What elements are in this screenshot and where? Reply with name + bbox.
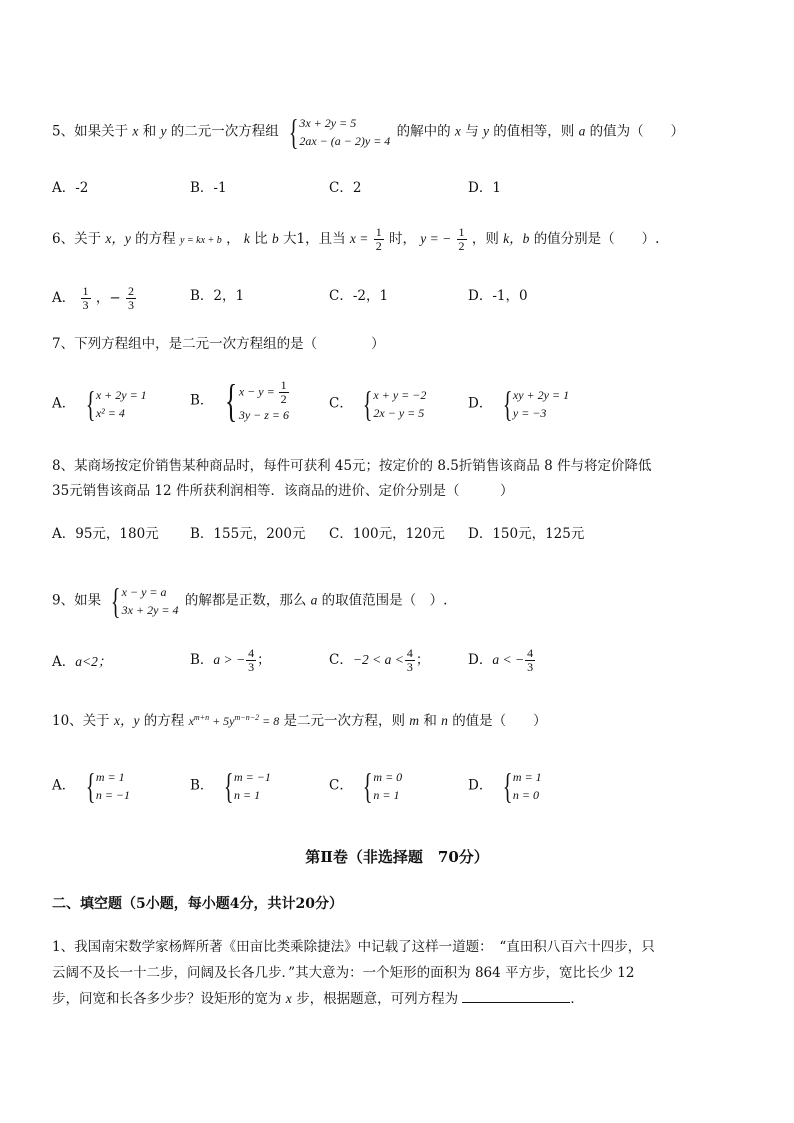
fill1-var-x: x bbox=[285, 991, 292, 1006]
q6-suffix: 的值分别是（ ）. bbox=[533, 231, 660, 247]
q10-prefix: 10、关于 bbox=[52, 713, 110, 729]
q7-b-eq1 bbox=[239, 379, 290, 406]
q5-prefix: 5、如果关于 bbox=[52, 123, 129, 140]
q9-a-label: A． bbox=[52, 654, 76, 670]
q10-option-c[interactable] bbox=[329, 768, 404, 804]
q10-eq-exp1: m+n bbox=[193, 713, 210, 722]
brace-icon: { bbox=[363, 766, 373, 806]
q7-c-system bbox=[359, 386, 426, 422]
q10-d-eq2: n = 0 bbox=[512, 788, 540, 802]
q10-c-system bbox=[359, 768, 402, 804]
q7-d-eq1: xy + 2y = 1 bbox=[512, 388, 570, 402]
q9-c-label: C． bbox=[329, 652, 353, 668]
q10-a-system bbox=[82, 768, 130, 804]
q9-eq2: 3x + 2y = 4 bbox=[121, 603, 179, 617]
q5-option-c[interactable]: C．2 bbox=[329, 180, 362, 196]
q10-a-eq2: n = −1 bbox=[95, 788, 131, 802]
q10-eq-base1: x bbox=[188, 714, 194, 728]
q9-c-den: 3 bbox=[406, 660, 413, 674]
q6-equation: y = kx + b bbox=[179, 235, 222, 246]
q7-c-eq1: x + y = −2 bbox=[373, 388, 427, 402]
q6-mid6: ，则 bbox=[471, 231, 499, 247]
q9-d-frac bbox=[525, 647, 535, 674]
q10-option-b[interactable] bbox=[190, 768, 273, 804]
q5-var-x2: x bbox=[454, 123, 461, 139]
q7-c-label: C． bbox=[329, 395, 353, 412]
q6-mid4: 大1，且当 bbox=[283, 231, 346, 247]
question-8-line1: 8、某商场按定价销售某种商品时，每件可获利 45元；按定价的 8.5折销售该商品 8 件与将定价降低 bbox=[52, 458, 652, 474]
q6-x-frac-num: 1 bbox=[375, 225, 382, 239]
q6-kb: k，b bbox=[503, 231, 530, 246]
q5-var-a: a bbox=[578, 123, 586, 139]
q7-a-label: A． bbox=[52, 395, 76, 412]
q6-a-f2-den: 3 bbox=[127, 298, 134, 312]
q9-suffix-a: 的解都是正数，那么 bbox=[184, 592, 307, 609]
q6-k: k bbox=[243, 231, 250, 246]
q9-d-num: 4 bbox=[527, 646, 534, 660]
q9-option-c[interactable] bbox=[329, 647, 429, 674]
q6-x-frac-den: 2 bbox=[375, 239, 382, 253]
q7-b-frac-den: 2 bbox=[280, 391, 287, 406]
q7-option-d[interactable] bbox=[468, 386, 571, 422]
q7-b-eq1-text: x − y = bbox=[238, 383, 275, 398]
q7-d-system bbox=[499, 386, 569, 422]
q6-a-label: A． bbox=[52, 290, 76, 306]
brace-icon: { bbox=[288, 112, 299, 152]
q6-a-sep: ，− bbox=[95, 290, 121, 306]
q6-b: b bbox=[271, 231, 279, 246]
q10-option-d[interactable] bbox=[468, 768, 544, 804]
q6-option-a[interactable] bbox=[52, 285, 137, 312]
answer-blank[interactable] bbox=[462, 990, 570, 1003]
q10-m: m bbox=[409, 713, 420, 728]
q6-mid3: 比 bbox=[254, 231, 268, 247]
q9-var-a: a bbox=[310, 592, 318, 608]
q6-x-fraction bbox=[374, 226, 384, 253]
q7-c-eq2: 2x − y = 5 bbox=[373, 406, 425, 420]
q8-option-b[interactable]: B．155元，200元 bbox=[190, 526, 306, 542]
q7-b-eq2: 3y − z = 6 bbox=[238, 407, 290, 422]
q6-option-d[interactable]: D．-1，0 bbox=[468, 288, 528, 304]
fill1-line3-a: 步，问宽和长各多少步？设矩形的宽为 bbox=[52, 991, 282, 1007]
brace-icon: { bbox=[85, 384, 95, 424]
brace-icon: { bbox=[223, 766, 234, 806]
q9-prefix: 9、如果 bbox=[52, 592, 102, 609]
q5-option-a[interactable]: A．-2 bbox=[52, 180, 89, 196]
q6-prefix: 6、关于 bbox=[52, 231, 102, 247]
q9-b-num: 4 bbox=[248, 646, 255, 660]
fill-question-1-line2: 云阔不及长一十二步，问阔及长各几步．”其大意为：一个矩形的面积为 864 平方步，宽比长少 12 bbox=[52, 965, 635, 981]
question-9-stem bbox=[52, 583, 447, 619]
q10-b-eq1: m = −1 bbox=[234, 770, 271, 784]
q7-a-system bbox=[82, 386, 147, 422]
q10-eq-end: = 8 bbox=[259, 714, 280, 728]
q9-b-text: a > − bbox=[213, 652, 246, 667]
q10-n: n bbox=[441, 713, 448, 728]
q9-c-text: −2 < a < bbox=[352, 652, 404, 667]
q10-a-eq1: m = 1 bbox=[95, 770, 125, 784]
q7-option-a[interactable] bbox=[52, 386, 149, 422]
q9-b-den: 3 bbox=[248, 660, 255, 674]
q7-option-c[interactable] bbox=[329, 386, 428, 422]
q5-var-y2: y bbox=[482, 123, 489, 139]
brace-icon: { bbox=[224, 375, 237, 426]
q10-vars: x，y bbox=[113, 713, 140, 728]
q10-c-label: C． bbox=[329, 777, 353, 794]
q5-with: 与 bbox=[465, 123, 479, 140]
question-8-line2: 35元销售该商品 12 件所获利润相等．该商品的进价、定价分别是（ ） bbox=[52, 483, 514, 499]
q7-d-eq2: y = −3 bbox=[512, 406, 547, 420]
q5-and: 和 bbox=[142, 123, 157, 140]
q6-a-f1-den: 3 bbox=[82, 298, 89, 312]
q7-b-label: B． bbox=[190, 392, 214, 409]
q6-vars: x，y bbox=[105, 231, 131, 246]
q6-y-fraction bbox=[457, 226, 467, 253]
q10-b-system bbox=[220, 768, 271, 804]
q9-c-num: 4 bbox=[406, 646, 413, 660]
question-5-stem bbox=[52, 114, 684, 150]
q9-b-end: ； bbox=[257, 652, 271, 668]
q7-b-system bbox=[220, 375, 290, 426]
q6-a-f1-num: 1 bbox=[82, 284, 89, 298]
q5-option-d[interactable]: D．1 bbox=[468, 180, 501, 196]
q6-a-f2-num: 2 bbox=[127, 284, 134, 298]
q9-equation-system bbox=[107, 583, 178, 619]
q5-suffix-c: 的值为（ ） bbox=[589, 123, 685, 140]
q10-equation bbox=[189, 714, 280, 728]
q10-b-label: B． bbox=[190, 777, 214, 794]
q5-var-x: x bbox=[132, 123, 139, 139]
q7-b-frac bbox=[279, 379, 289, 406]
q5-option-b[interactable]: B．-1 bbox=[190, 180, 227, 196]
q8-option-a[interactable]: A．95元，180元 bbox=[52, 526, 159, 542]
q9-eq1: x − y = a bbox=[121, 585, 167, 599]
q10-b-eq2: n = 1 bbox=[234, 788, 261, 802]
q6-yeq: y = − bbox=[420, 231, 452, 246]
q5-eq1: 3x + 2y = 5 bbox=[299, 116, 357, 130]
brace-icon: { bbox=[111, 581, 121, 621]
q5-mid: 的二元一次方程组 bbox=[170, 123, 279, 140]
q6-a-frac2 bbox=[126, 285, 136, 312]
q10-d-eq1: m = 1 bbox=[512, 770, 542, 784]
fill1-line3-b: 步，根据题意，可列方程为 bbox=[296, 991, 459, 1007]
q9-d-label: D． bbox=[468, 652, 493, 668]
q9-c-end: ； bbox=[415, 652, 430, 668]
q6-y-frac-num: 1 bbox=[458, 225, 465, 239]
q9-a-text: a<2； bbox=[75, 654, 112, 669]
section-2-title: 二、填空题（5小题，每小题4分，共计20分） bbox=[52, 896, 343, 912]
q6-mid5: 时， bbox=[388, 231, 416, 247]
q10-option-a[interactable] bbox=[52, 768, 132, 804]
part-2-title: 第Ⅱ卷（非选择题 70分） bbox=[305, 848, 489, 866]
q6-mid1: 的方程 bbox=[135, 231, 176, 247]
q8-option-d[interactable]: D．150元，125元 bbox=[468, 526, 585, 542]
q8-option-c[interactable]: C．100元，120元 bbox=[329, 526, 445, 542]
brace-icon: { bbox=[363, 384, 373, 424]
q7-a-eq2: x² = 4 bbox=[95, 406, 125, 420]
q6-a-frac1 bbox=[81, 285, 91, 312]
question-10-stem bbox=[52, 708, 547, 731]
q9-option-a[interactable] bbox=[52, 652, 111, 672]
q7-d-label: D． bbox=[468, 395, 493, 412]
q10-mid2: 是二元一次方程，则 bbox=[283, 713, 405, 729]
question-6-stem bbox=[52, 226, 659, 253]
q9-b-label: B． bbox=[190, 652, 214, 668]
q7-a-eq1: x + 2y = 1 bbox=[95, 388, 147, 402]
q10-d-label: D． bbox=[468, 777, 493, 794]
q5-eq2: 2ax − (a − 2)y = 4 bbox=[299, 134, 391, 148]
q10-a-label: A． bbox=[52, 777, 76, 794]
q9-c-frac bbox=[405, 647, 415, 674]
q10-eq-exp2: m−n−2 bbox=[234, 713, 260, 722]
q10-d-system bbox=[499, 768, 542, 804]
q10-c-eq2: n = 1 bbox=[373, 788, 400, 802]
q9-option-b[interactable] bbox=[190, 647, 271, 674]
brace-icon: { bbox=[502, 766, 513, 806]
q10-mid1: 的方程 bbox=[143, 713, 185, 729]
q10-c-eq1: m = 0 bbox=[373, 770, 403, 784]
fill-question-1-line1: 1、我国南宋数学家杨辉所著《田亩比类乘除捷法》中记载了这样一道题： “直田积八百六十四步，只 bbox=[52, 939, 655, 955]
q6-option-b[interactable]: B．2，1 bbox=[190, 288, 245, 304]
q6-option-c[interactable]: C．-2，1 bbox=[329, 288, 389, 304]
q6-y-frac-den: 2 bbox=[458, 239, 465, 253]
fill1-line3-end: ． bbox=[570, 991, 584, 1007]
q5-var-y: y bbox=[160, 123, 167, 139]
q9-d-den: 3 bbox=[527, 660, 534, 674]
q7-b-frac-num: 1 bbox=[280, 377, 287, 392]
q5-suffix-a: 的解中的 bbox=[396, 123, 451, 140]
q9-suffix-b: 的取值范围是（ ）. bbox=[321, 592, 448, 609]
q9-b-frac bbox=[246, 647, 256, 674]
q9-option-d[interactable] bbox=[468, 647, 536, 674]
q10-suffix: 的值是（ ） bbox=[452, 713, 547, 729]
brace-icon: { bbox=[85, 766, 95, 806]
fill-question-1-line3 bbox=[52, 989, 584, 1009]
q10-eq-mid: + 5y bbox=[209, 714, 235, 728]
q7-option-b[interactable] bbox=[190, 375, 292, 426]
q9-d-text: a < − bbox=[492, 652, 525, 667]
question-7-stem: 7、下列方程组中，是二元一次方程组的是（ ） bbox=[52, 336, 385, 352]
q5-suffix-b: 的值相等，则 bbox=[493, 123, 575, 140]
q6-xeq: x = bbox=[349, 231, 369, 246]
brace-icon: { bbox=[502, 384, 513, 424]
q5-equation-system bbox=[285, 114, 390, 150]
q6-mid2: ， bbox=[226, 231, 240, 247]
q10-and: 和 bbox=[423, 713, 437, 729]
